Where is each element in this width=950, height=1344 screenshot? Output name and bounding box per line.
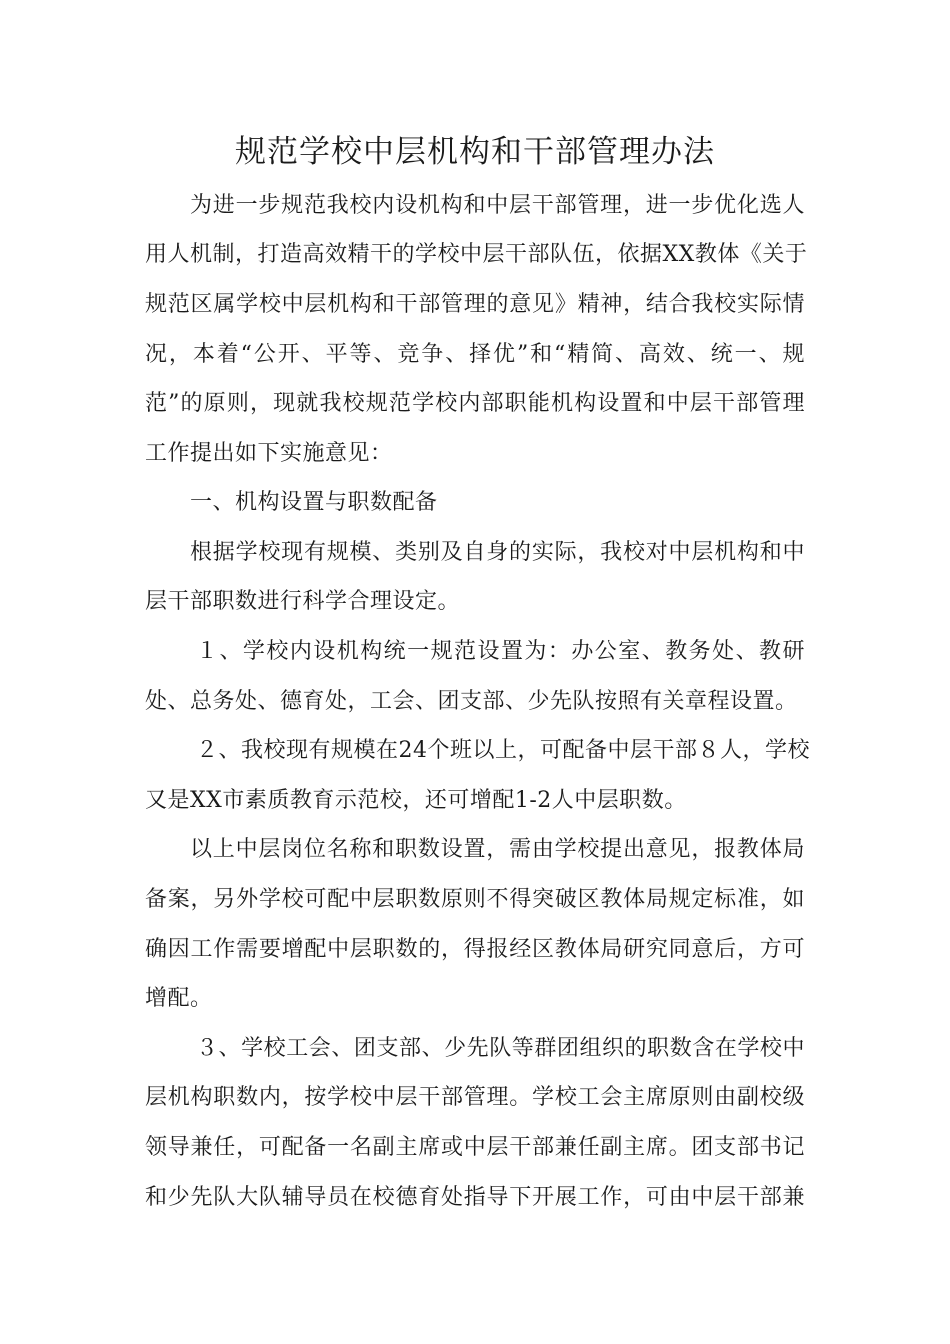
paragraph-line: 增配。 bbox=[145, 986, 213, 1011]
paragraph-line: 工作提出如下实施意见： bbox=[145, 441, 393, 466]
paragraph-line: 又是XX市素质教育示范校，还可增配1-2人中层职数。 bbox=[145, 788, 687, 813]
paragraph-line: 以上中层岗位名称和职数设置，需由学校提出意见，报教体局 bbox=[190, 837, 805, 862]
paragraph-line: 和少先队大队辅导员在校德育处指导下开展工作，可由中层干部兼 bbox=[145, 1185, 805, 1210]
paragraph-line: 为进一步规范我校内设机构和中层干部管理，进一步优化选人 bbox=[190, 193, 805, 218]
paragraph-line: 处、总务处、德育处，工会、团支部、少先队按照有关章程设置。 bbox=[145, 689, 798, 714]
paragraph-line: 用人机制，打造高效精干的学校中层干部队伍，依据XX教体《关于 bbox=[145, 242, 808, 267]
paragraph-line: 根据学校现有规模、类别及自身的实际，我校对中层机构和中 bbox=[190, 540, 805, 565]
paragraph-line: 领导兼任，可配备一名副主席或中层干部兼任副主席。团支部书记 bbox=[145, 1135, 805, 1160]
paragraph-line: １、学校内设机构统一规范设置为：办公室、教务处、教研 bbox=[196, 639, 805, 664]
document-title: 规范学校中层机构和干部管理办法 bbox=[235, 134, 715, 170]
paragraph-line: 备案，另外学校可配中层职数原则不得突破区教体局规定标准，如 bbox=[145, 887, 805, 912]
paragraph-line: 规范区属学校中层机构和干部管理的意见》精神，结合我校实际情 bbox=[145, 292, 805, 317]
paragraph-line: 层机构职数内，按学校中层干部管理。学校工会主席原则由副校级 bbox=[145, 1085, 805, 1110]
paragraph-line: 确因工作需要增配中层职数的，得报经区教体局研究同意后，方可 bbox=[145, 937, 805, 962]
paragraph-line: 层干部职数进行科学合理设定。 bbox=[145, 589, 461, 614]
paragraph-line: 况，本着“公开、平等、竞争、择优”和“精简、高效、统一、规 bbox=[145, 342, 805, 367]
paragraph-line: ２、我校现有规模在24个班以上，可配备中层干部８人，学校 bbox=[196, 738, 810, 763]
paragraph-line: 一、机构设置与职数配备 bbox=[190, 490, 438, 515]
paragraph-line: 范”的原则，现就我校规范学校内部职能机构设置和中层干部管理 bbox=[145, 391, 805, 416]
paragraph-line: ３、学校工会、团支部、少先队等群团组织的职数含在学校中 bbox=[196, 1036, 805, 1061]
